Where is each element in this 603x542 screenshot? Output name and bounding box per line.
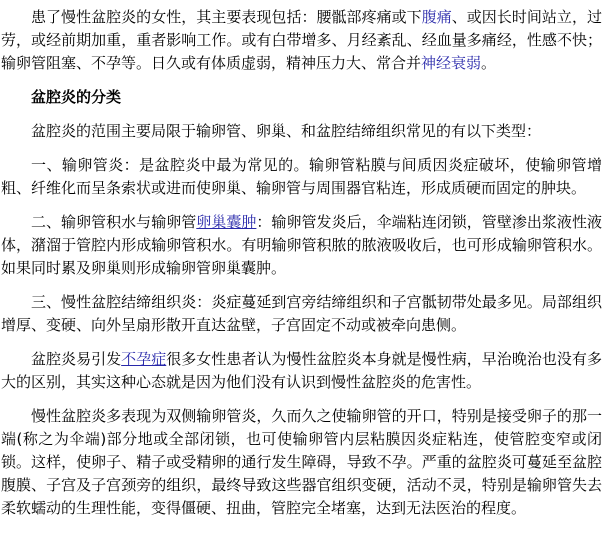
- article-body: [0, 6, 603, 520]
- text-run: ：输卵管发炎后，伞端粘连闭锁，管壁渗出浆液性液体，潴溜于管腔内形成输卵管积水。有明输卵管积脓的脓液吸收后，也可形成输卵管积水。如果同时累及卵巢则形成输卵管卵巢囊肿。: [1, 213, 602, 277]
- paragraph: [1, 348, 602, 394]
- text-run: 盆腔炎的分类: [31, 88, 122, 106]
- text-run: 。: [481, 54, 497, 72]
- neurasthenia-link[interactable]: 神经衰弱: [421, 54, 482, 72]
- paragraph: [1, 211, 602, 280]
- text-run: 三、慢性盆腔结缔组织炎：炎症蔓延到宫旁结缔组织和子宫骶韧带处最多见。局部组织增厚、变硬、向外呈扇形散开直达盆壁，子宫固定不动或被牵向患侧。: [1, 293, 602, 334]
- text-run: 、或因长时间站立，过劳，或经前期加重，重者影响工作。或有白带增多、月经紊乱、经血量多痛经，性感不快；输卵管阻塞、不孕等。日久或有体质虚弱，精神压力大、常合并: [1, 8, 602, 72]
- text-run: 慢性盆腔炎多表现为双侧输卵管炎，久而久之使输卵管的开口，特别是接受卵子的那一端(称之为伞端)部分地或全部闭锁，也可使输卵管内层粘膜因炎症粘连，使管腔变窄或闭锁。这样，使卵子、精子或受精卵的通行发生障碍，导致不孕。严重的盆腔炎可蔓延至盆腔腹膜、子宫及子宫颈旁的组织，最终导致这些器官组织变硬，活动不灵，特别是输卵管失去柔软蠕动的生理性能，变得僵硬、扭曲，管腔完全堵塞，达到无法医治的程度。: [1, 407, 602, 517]
- text-run: 二、输卵管积水与输卵管: [31, 213, 197, 231]
- text-run: 一、输卵管炎：是盆腔炎中最为常见的。输卵管粘膜与间质因炎症破坏，使输卵管增粗、纤维化而呈条索状或进而使卵巢、输卵管与周围器官粘连，形成质硬而固定的肿块。: [1, 156, 602, 197]
- text-run: 盆腔炎的范围主要局限于输卵管、卵巢、和盆腔结缔组织常见的有以下类型：: [31, 122, 542, 140]
- paragraph: [1, 291, 602, 337]
- infertility-link[interactable]: 不孕症: [121, 350, 167, 368]
- abdominal-pain-link[interactable]: 腹痛: [421, 8, 452, 26]
- text-run: 患了慢性盆腔炎的女性，其主要表现包括：腰骶部疼痛或下: [31, 8, 422, 26]
- text-run: 盆腔炎易引发: [31, 350, 122, 368]
- paragraph: [1, 405, 602, 520]
- paragraph: [1, 154, 602, 200]
- paragraph: [1, 6, 602, 75]
- paragraph: [1, 120, 602, 143]
- text-run: 很多女性患者认为慢性盆腔炎本身就是慢性病，早治晚治也没有多大的区别，其实这种心态就是因为他们没有认识到慢性盆腔炎的危害性。: [1, 350, 602, 391]
- section-heading: [1, 86, 602, 109]
- ovarian-cyst-link[interactable]: 卵巢囊肿: [196, 213, 257, 231]
